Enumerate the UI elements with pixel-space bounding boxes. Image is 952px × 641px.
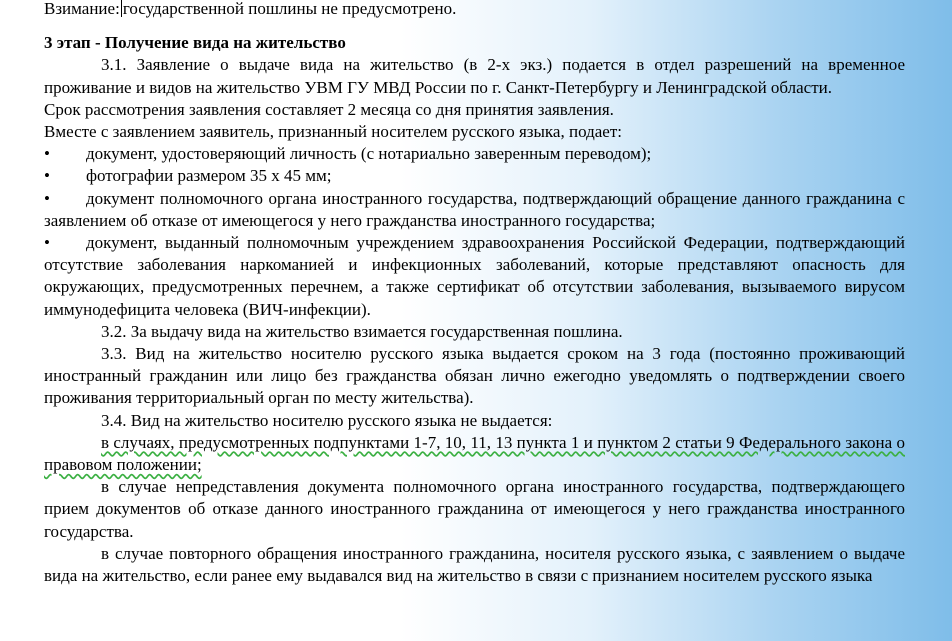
list-item-text: документ, выданный полномочным учреждением здравоохранения Российской Федерации, подтверждающий отсутствие заболевания наркоманией и инфекционных заболеваний, которые представляют опасность для окружающих, предусмотренных перечнем, а также сертификат об отсутствии заболевания, вызываемого вирусом иммунодефицита человека (ВИЧ-инфекции). [44, 233, 905, 319]
list-item [44, 143, 905, 165]
list-item-text: фотографии размером 35 х 45 мм; [86, 166, 332, 186]
fee-text: государственной пошлины не предусмотрено. [122, 0, 457, 18]
case-2: в случае непредставления документа полномочного органа иностранного государства, подтверждающего прием документов об отказе данного иностранного гражданина от имеющегося у него гражданства иностранного государства. [44, 477, 905, 541]
case-1 [44, 432, 905, 476]
case-3: в случае повторного обращения иностранного гражданина, носителя русского языка, с заявлением о выдаче вида на жительство, если ранее ему выдавался вид на жительство в связи с признанием носителем русского языка [44, 543, 905, 586]
paragraph-3-2: 3.2. За выдачу вида на жительство взимается государственная пошлина. [101, 321, 623, 341]
fee-line: Взимание: государственной пошлины не предусмотрено. [44, 0, 457, 18]
paragraph-3-1: 3.1. Заявление о выдаче вида на жительство (в 2-х экз.) подается в отдел разрешений на временное проживание и видов на жительство УВМ ГУ МВД России по г. Санкт-Петербургу и Ленинградской области. [44, 55, 905, 97]
list-item-text: документ полномочного органа иностранного государства, подтверждающий обращение данного гражданина с заявлением об отказе от имеющегося у него гражданства иностранного государства; [44, 188, 905, 230]
documents-intro: Вместе с заявлением заявитель, признанный носителем русского языка, подает: [44, 122, 622, 142]
bullet-icon: • [44, 144, 50, 164]
fee-label: Взимание [44, 0, 116, 18]
text-cursor [121, 0, 122, 17]
bullet-icon: • [44, 233, 50, 253]
review-term: Срок рассмотрения заявления составляет 2 месяца со дня принятия заявления. [44, 99, 614, 119]
list-item [44, 165, 905, 187]
list-item [44, 232, 905, 321]
list-item-text: документ, удостоверяющий личность (с нотариально заверенным переводом); [86, 144, 652, 164]
list-item [44, 188, 905, 232]
stage-title: 3 этап - Получение вида на жительство [44, 33, 346, 53]
paragraph-3-4: 3.4. Вид на жительство носителю русского языка не выдается: [101, 410, 553, 430]
paragraph-3-3: 3.3. Вид на жительство носителю русского языка выдается сроком на 3 года (постоянно проживающий иностранный гражданин или лицо без гражданства обязан лично ежегодно уведомлять о подтверждении своего проживания территориальный орган по месту жительства). [44, 344, 905, 408]
spellcheck-underlined-text: в случаях, предусмотренных подпунктами 1-7, 10, 11, 13 пункта 1 и пунктом 2 статьи 9 Федерального закона о правовом положении; [44, 432, 905, 475]
bullet-icon: • [44, 166, 50, 186]
bullet-icon: • [44, 188, 50, 208]
document-body [44, 0, 905, 587]
